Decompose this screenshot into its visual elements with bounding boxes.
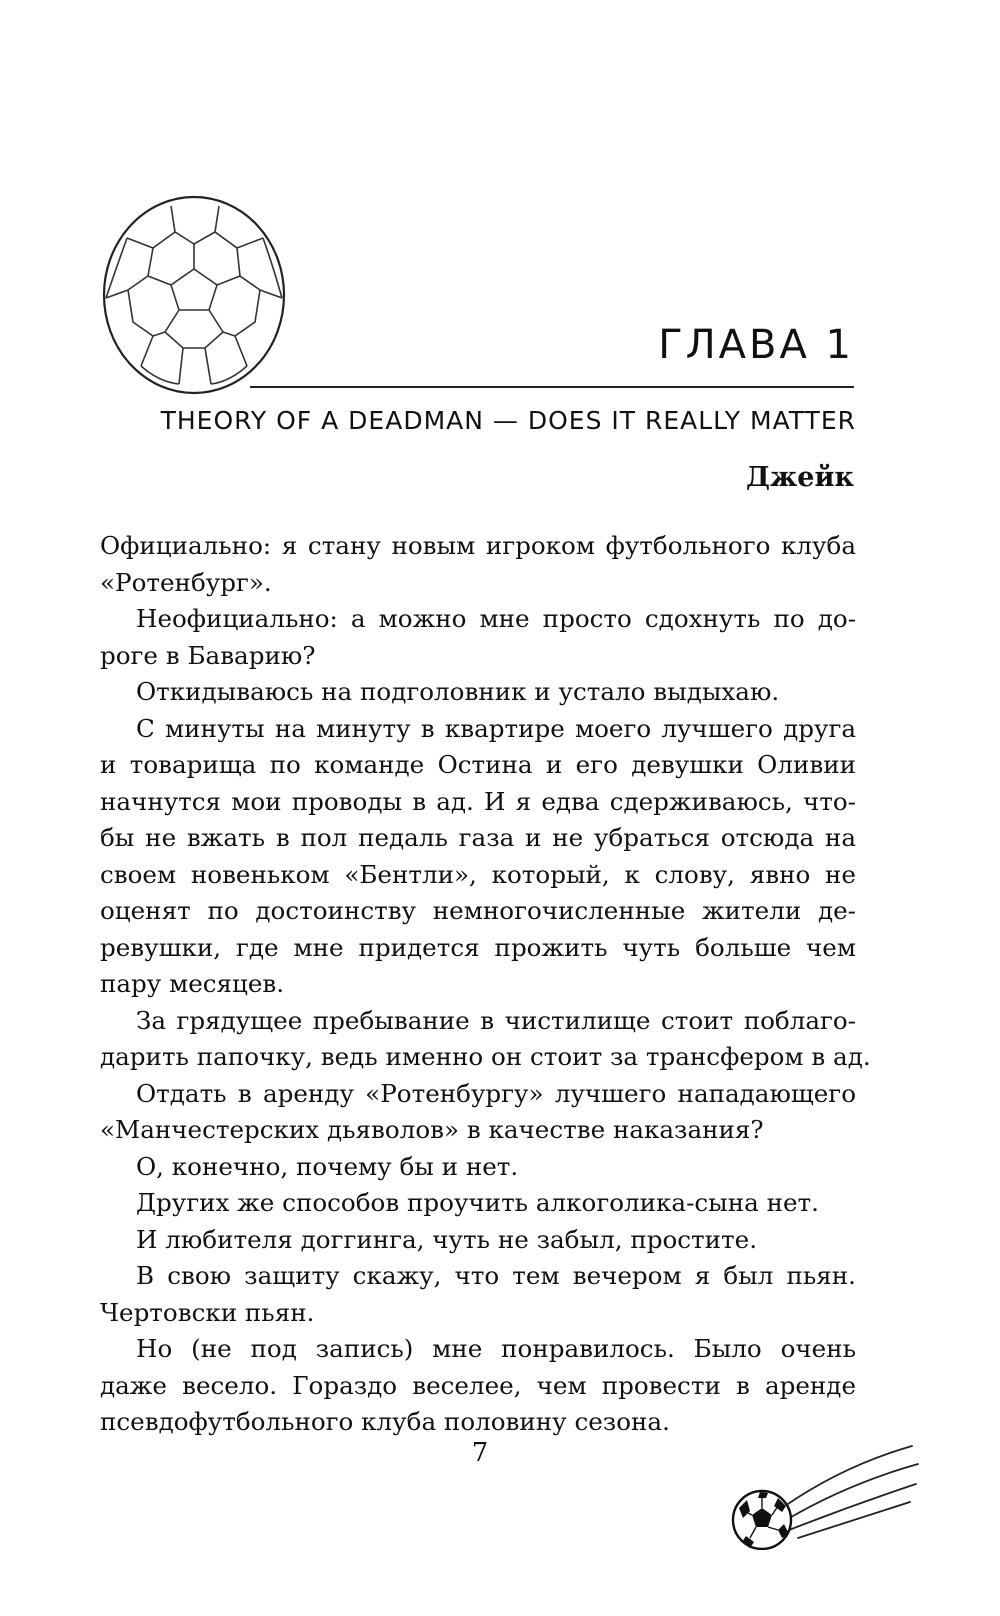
- chapter-song-epigraph: THEORY OF A DEADMAN — DOES IT REALLY MATTER: [160, 406, 856, 435]
- body-line: Неофициально: а можно мне просто сдохнуть по до-: [136, 604, 856, 633]
- body-line: Отдать в аренду «Ротенбургу» лучшего нападающего: [136, 1078, 856, 1108]
- body-line: С минуты на минуту в квартире моего лучшего друга: [136, 713, 856, 743]
- body-line: псевдофутбольного клуба половину сезона.: [100, 1407, 670, 1436]
- body-line: роге в Баварию?: [100, 640, 316, 670]
- body-line: и товарища по команде Остина и его девушки Оливии: [100, 750, 856, 779]
- body-line: В свою защиту скажу, что тем вечером я был пьян.: [136, 1261, 856, 1290]
- body-line: даже весело. Гораздо веселее, чем провести в аренде: [100, 1370, 856, 1400]
- chapter-rule: [250, 386, 854, 388]
- chapter-body: [100, 528, 871, 1441]
- body-line: оценят по достоинству немногочисленные жители де-: [100, 896, 856, 925]
- body-line: Откидываюсь на подголовник и устало выдыхаю.: [136, 677, 780, 706]
- body-line: О, конечно, почему бы и нет.: [136, 1151, 519, 1181]
- body-line: «Ротенбург».: [100, 567, 272, 597]
- soccer-ball-outline-icon: [95, 186, 295, 404]
- body-line: бы не вжать в пол педаль газа и не убраться отсюда на: [100, 823, 856, 852]
- body-line: Но (не под запись) мне понравилось. Было очень: [136, 1334, 856, 1363]
- body-line: Чертовски пьян.: [100, 1297, 315, 1327]
- body-line: Других же способов проучить алкоголика-сына нет.: [136, 1188, 819, 1217]
- body-line: дарить папочку, ведь именно он стоит за трансфером в ад.: [100, 1042, 871, 1071]
- chapter-pov-name: Джейк: [746, 462, 854, 493]
- body-line: «Манчестерских дьяволов» в качестве наказания?: [100, 1115, 764, 1144]
- body-line: И любителя доггинга, чуть не забыл, простите.: [136, 1224, 758, 1254]
- body-line: За грядущее пребывание в чистилище стоит поблаго-: [136, 1005, 856, 1035]
- body-line: ревушки, где мне придется прожить чуть больше чем: [100, 932, 856, 962]
- flying-soccer-ball-icon: [722, 1438, 922, 1550]
- body-line: Официально: я стану новым игроком футбольного клуба: [100, 531, 856, 560]
- body-line: своем новеньком «Бентли», который, к слову, явно не: [100, 859, 856, 889]
- page-number: 7: [471, 1438, 489, 1468]
- body-line: начнутся мои проводы в ад. И я едва сдерживаюсь, что-: [100, 786, 856, 816]
- chapter-title: ГЛАВА 1: [658, 322, 854, 368]
- body-line: пару месяцев.: [100, 969, 285, 998]
